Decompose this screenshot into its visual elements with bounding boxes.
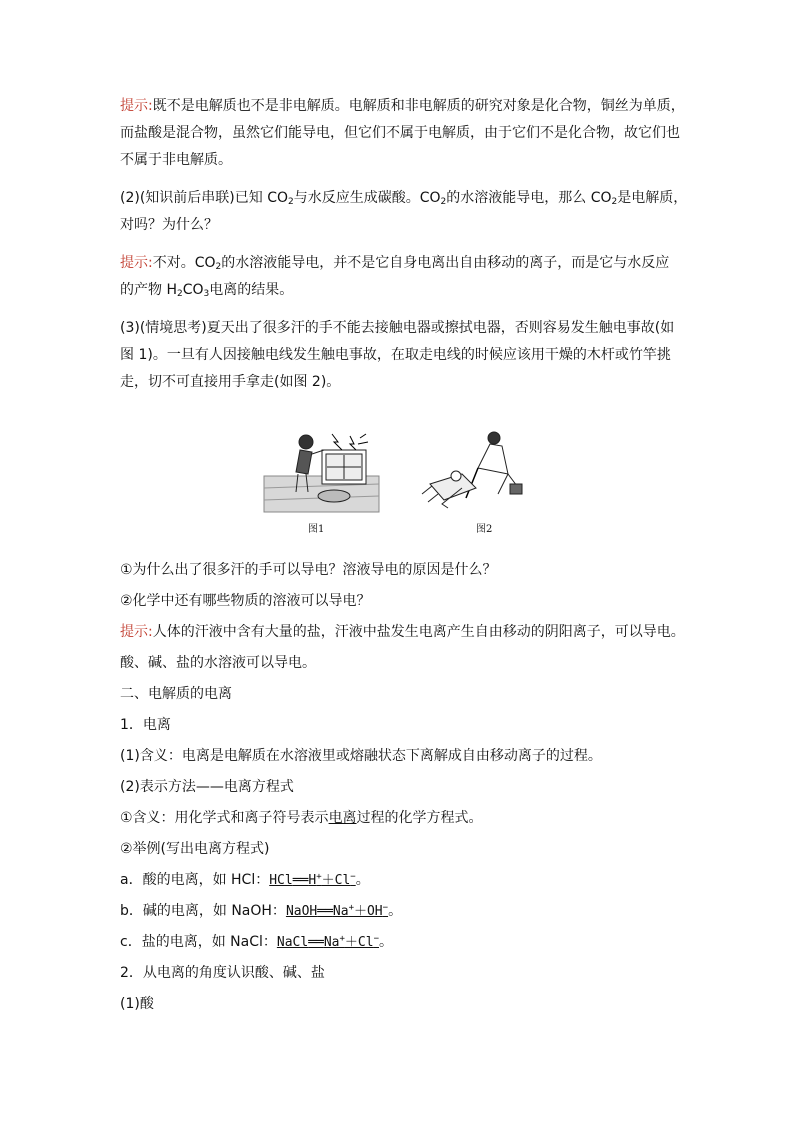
paragraph-text: 与水反应生成碳酸。CO xyxy=(293,190,441,206)
ion: H xyxy=(308,873,317,888)
equation-label: a．酸的电离，如 HCl： xyxy=(120,872,270,888)
paragraph-text: ①含义：用化学式和离子符号表示 xyxy=(120,810,329,826)
paragraph-text: ②化学中还有哪些物质的溶液可以导电？ xyxy=(120,593,371,609)
subscript: 2 xyxy=(288,197,294,207)
paragraph-line xyxy=(120,280,293,300)
hint-line-3 xyxy=(120,622,685,642)
paragraph-line xyxy=(120,345,671,365)
paragraph-text: 酸、碱、盐的水溶液可以导电。 xyxy=(120,655,316,671)
charge: − xyxy=(382,903,389,913)
paragraph-line xyxy=(120,839,269,859)
paragraph-text: (1)含义：电离是电解质在水溶液里或熔融状态下离解成自由移动离子的过程。 xyxy=(120,748,602,764)
paragraph-text: ②举例(写出电离方程式) xyxy=(120,841,270,857)
paragraph-text: 走，切不可直接用手拿走(如图 2)。 xyxy=(120,374,341,390)
formula: HCl xyxy=(269,873,293,888)
ion: ＋Cl xyxy=(344,935,374,950)
ion: Na xyxy=(332,904,349,919)
paragraph-line xyxy=(120,591,371,611)
paragraph-line xyxy=(120,123,680,143)
equation-line-salt xyxy=(120,932,393,953)
paragraph-text: 不属于非电解质。 xyxy=(120,152,232,168)
heading-text: 2．从电离的角度认识酸、碱、盐 xyxy=(120,965,325,981)
heading-text: 1．电离 xyxy=(120,717,171,733)
ion: Na xyxy=(323,935,340,950)
period: 。 xyxy=(355,872,370,888)
underlined-answer: 电离 xyxy=(328,810,357,826)
section-heading xyxy=(120,684,232,704)
paragraph-text: 过程的化学方程式。 xyxy=(356,810,483,826)
hint-label: 提示: xyxy=(120,255,153,271)
paragraph-text: (3)(情境思考)夏天出了很多汗的手不能去接触电器或擦拭电器，否则容易发生触电事故(如 xyxy=(120,320,675,336)
paragraph-text: (2)表示方法——电离方程式 xyxy=(120,779,294,795)
paragraph-line xyxy=(120,994,154,1014)
paragraph-line xyxy=(120,150,232,170)
period: 。 xyxy=(379,934,393,950)
paragraph-text: 人体的汗液中含有大量的盐，汗液中盐发生电离产生自由移动的阴阳离子，可以导电。 xyxy=(152,624,685,640)
paragraph-line xyxy=(120,215,218,235)
subsection-heading xyxy=(120,715,171,735)
paragraph-line xyxy=(120,808,483,828)
equation-line-base xyxy=(120,901,402,922)
paragraph-text: (2)(知识前后串联)已知 CO xyxy=(120,190,288,206)
charge: − xyxy=(373,934,379,944)
figure-1-caption: 图1 xyxy=(308,524,325,535)
charge: + xyxy=(348,903,354,913)
paragraph-line xyxy=(120,560,497,580)
figure-1-illustration xyxy=(264,434,379,512)
equation-label: c．盐的电离，如 NaCl： xyxy=(120,934,277,950)
heading-text: 二、电解质的电离 xyxy=(120,686,232,702)
question-2-line xyxy=(120,188,687,208)
hint-label: 提示: xyxy=(120,98,153,114)
charge: + xyxy=(316,872,322,882)
figure-2-illustration xyxy=(422,432,522,508)
ionization-equation xyxy=(269,873,355,888)
ion: ＋OH xyxy=(353,904,383,919)
ion: ＋Cl xyxy=(321,873,351,888)
equals-sign: ══ xyxy=(317,904,333,919)
paragraph-text: 电离的结果。 xyxy=(209,282,294,298)
subscript: 2 xyxy=(611,197,618,207)
equation-line-acid xyxy=(120,870,370,891)
paragraph-text: 而盐酸是混合物，虽然它们能导电，但它们不属于电解质，由于它们不是化合物，故它们也 xyxy=(120,125,680,141)
equals-sign: ══ xyxy=(308,935,324,950)
formula: NaOH xyxy=(285,904,318,919)
equation-label: b．碱的电离，如 NaOH： xyxy=(120,903,286,919)
figure-2-caption: 图2 xyxy=(476,524,493,535)
paragraph-text: 对吗？为什么？ xyxy=(120,217,218,233)
figure-group xyxy=(262,428,562,538)
formula: NaCl xyxy=(276,935,309,950)
subscript: 2 xyxy=(176,289,183,299)
paragraph-text: CO xyxy=(182,282,204,298)
hint-label: 提示: xyxy=(120,624,153,640)
paragraph-line xyxy=(120,372,340,392)
paragraph-text: 既不是电解质也不是非电解质。电解质和非电解质的研究对象是化合物，铜丝为单质， xyxy=(152,98,685,114)
paragraph-line xyxy=(120,746,602,766)
subscript: 3 xyxy=(203,289,210,299)
paragraph-text: 是电解质， xyxy=(617,190,688,206)
subscript: 2 xyxy=(215,262,222,272)
period: 。 xyxy=(388,903,403,919)
subscript: 2 xyxy=(440,197,447,207)
equals-sign: ══ xyxy=(292,873,309,888)
paragraph-text: ①为什么出了很多汗的手可以导电？溶液导电的原因是什么？ xyxy=(120,562,497,578)
illustration-figures xyxy=(262,428,562,538)
paragraph-text: 的产物 H xyxy=(120,282,177,298)
paragraph-text: 的水溶液能导电，那么 CO xyxy=(446,190,612,206)
paragraph-text: 不对。CO xyxy=(152,255,216,271)
hint-line-1 xyxy=(120,96,685,116)
paragraph-line xyxy=(120,653,316,673)
charge: + xyxy=(339,934,345,944)
ionization-equation xyxy=(277,935,379,950)
paragraph-text: (1)酸 xyxy=(120,996,154,1012)
paragraph-text: 图 1)。一旦有人因接触电线发生触电事故，在取走电线的时候应该用干燥的木杆或竹竿挑 xyxy=(120,347,671,363)
hint-line-2 xyxy=(120,253,669,273)
subsection-heading xyxy=(120,963,325,983)
charge: − xyxy=(350,872,356,882)
paragraph-text: 的水溶液能导电，并不是它自身电离出自由移动的离子，而是它与水反应 xyxy=(221,255,670,271)
paragraph-line xyxy=(120,318,674,338)
ionization-equation xyxy=(286,904,388,919)
paragraph-line xyxy=(120,777,294,797)
